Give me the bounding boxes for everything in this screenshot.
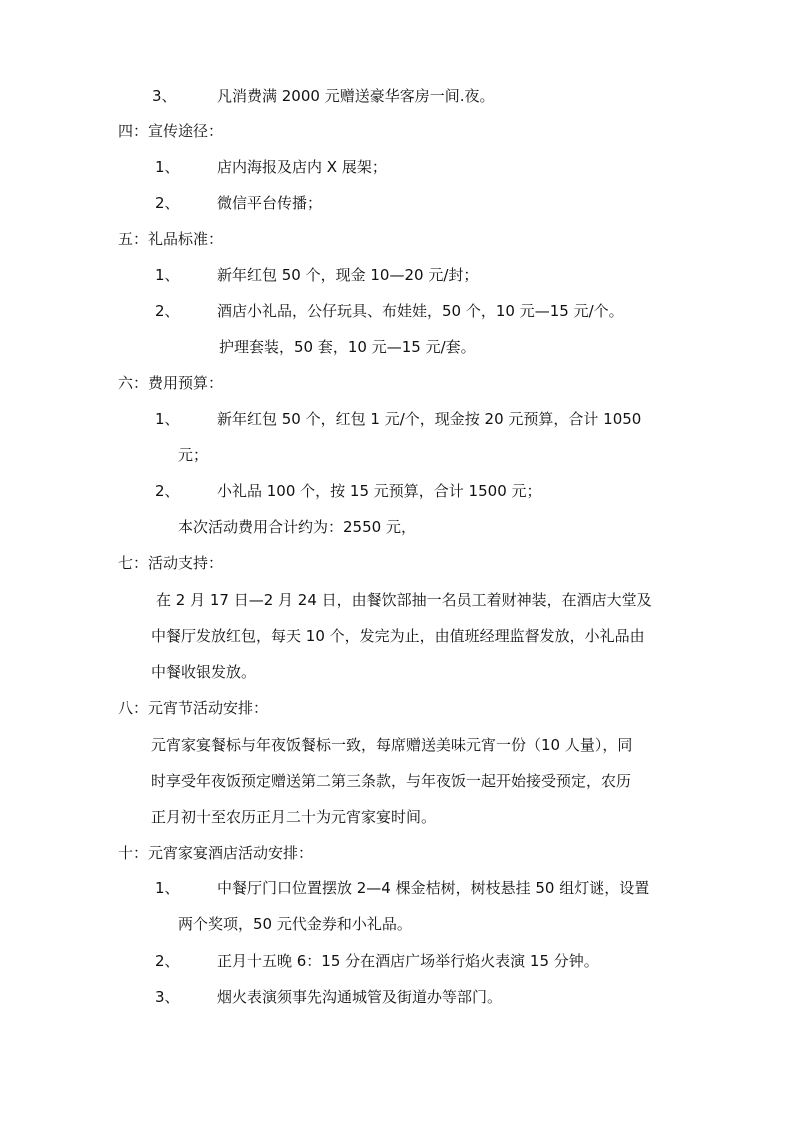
list-item-number: 2、 — [155, 952, 180, 970]
list-item-number: 1、 — [155, 158, 180, 176]
list-item-text: 店内海报及店内 X 展架； — [217, 158, 387, 176]
list-item-continuation: 元； — [178, 446, 209, 464]
list-item-number: 2、 — [155, 302, 180, 320]
list-item-text: 小礼品 100 个，按 15 元预算，合计 1500 元； — [217, 482, 542, 500]
section-heading-hotel-activities: 十：元宵家宴酒店活动安排： — [118, 844, 314, 862]
list-item-number: 1、 — [155, 266, 180, 284]
paragraph-line: 在 2 月 17 日—2 月 24 日，由餐饮部抽一名员工着财神装，在酒店大堂及 — [156, 591, 652, 609]
list-item-number: 2、 — [155, 194, 180, 212]
list-item-number: 3、 — [152, 87, 177, 105]
list-item-text: 新年红包 50 个，现金 10—20 元/封； — [217, 266, 479, 284]
list-item-text: 中餐厅门口位置摆放 2—4 棵金桔树，树枝悬挂 50 组灯谜，设置 — [217, 879, 650, 897]
list-item-text: 微信平台传播； — [217, 194, 323, 212]
paragraph-line: 正月初十至农历正月二十为元宵家宴时间。 — [151, 808, 437, 826]
list-item-continuation: 两个奖项，50 元代金券和小礼品。 — [178, 915, 412, 933]
list-item-text: 凡消费满 2000 元赠送豪华客房一间.夜。 — [217, 87, 495, 105]
section-heading-support: 七：活动支持： — [118, 554, 224, 572]
list-item-number: 3、 — [155, 988, 180, 1006]
list-item-number: 1、 — [155, 410, 180, 428]
section-heading-lantern-festival: 八：元宵节活动安排： — [118, 699, 269, 717]
budget-total: 本次活动费用合计约为：2550 元， — [178, 518, 416, 536]
list-item-number: 2、 — [155, 482, 180, 500]
section-heading-budget: 六：费用预算： — [118, 374, 224, 392]
list-item-continuation: 护理套装，50 套，10 元—15 元/套。 — [219, 338, 476, 356]
list-item-text: 正月十五晚 6：15 分在酒店广场举行焰火表演 15 分钟。 — [217, 952, 599, 970]
paragraph-line: 时享受年夜饭预定赠送第二第三条款，与年夜饭一起开始接受预定，农历 — [151, 772, 632, 790]
section-heading-gift-standard: 五：礼品标准： — [118, 230, 224, 248]
list-item-number: 1、 — [155, 879, 180, 897]
section-heading-promotion: 四：宣传途径： — [118, 122, 224, 140]
paragraph-line: 中餐收银发放。 — [151, 663, 257, 681]
list-item-text: 烟火表演须事先沟通城管及街道办等部门。 — [217, 988, 503, 1006]
paragraph-line: 元宵家宴餐标与年夜饭餐标一致，每席赠送美味元宵一份（10 人量），同 — [151, 736, 633, 754]
list-item-text: 酒店小礼品，公仔玩具、布娃娃，50 个，10 元—15 元/个。 — [217, 302, 624, 320]
list-item-text: 新年红包 50 个，红包 1 元/个，现金按 20 元预算，合计 1050 — [217, 410, 642, 428]
paragraph-line: 中餐厅发放红包，每天 10 个，发完为止，由值班经理监督发放，小礼品由 — [151, 627, 645, 645]
